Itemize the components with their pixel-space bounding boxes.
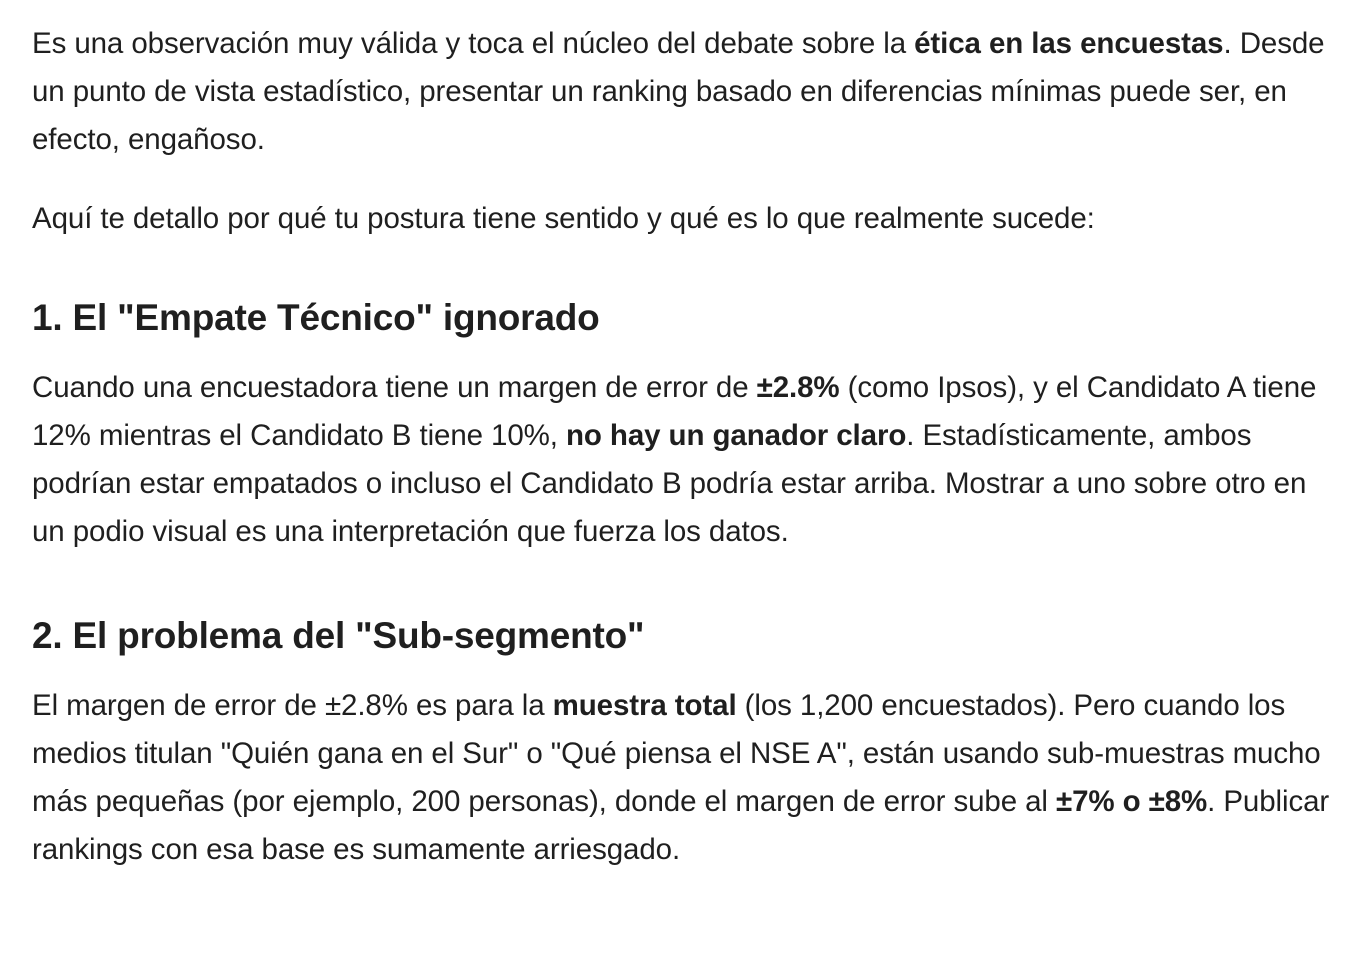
section-1-bold-no-winner: no hay un ganador claro	[565, 419, 907, 452]
section-2-text-1: El margen de error de ±2.8% es para la	[32, 689, 553, 722]
section-2-bold-margin-range: ±7% o ±8%	[1055, 785, 1208, 818]
section-2-paragraph	[32, 682, 1332, 874]
section-2-text-2: (los 1,200 encuestados). Pero cuando los medios titulan "Quién gana en el Sur" o "Qué piensa el NSE A", están usando sub-muestras mucho más pequeñas (por ejemplo, 200 personas), donde el margen de error sube al	[32, 689, 1321, 818]
response-content	[32, 20, 1332, 874]
section-1-paragraph	[32, 364, 1332, 556]
section-2-bold-total-sample: muestra total	[552, 689, 737, 722]
section-2-text-3: . Publicar rankings con esa base es sumamente arriesgado.	[32, 785, 1330, 866]
section-1-heading: 1. El "Empate Técnico" ignorado	[32, 297, 600, 338]
section-2-heading: 2. El problema del "Sub-segmento"	[32, 615, 645, 656]
section-1-text-3: . Estadísticamente, ambos podrían estar empatados o incluso el Candidato B podría estar arriba. Mostrar a uno sobre otro en un podio visual es una interpretación que fuerza los datos.	[32, 419, 1307, 548]
section-1-bold-margin: ±2.8%	[756, 371, 840, 404]
intro-detail-paragraph: Aquí te detallo por qué tu postura tiene sentido y qué es lo que realmente sucede:	[32, 202, 1095, 235]
intro-paragraph	[32, 20, 1332, 164]
intro-text-2: . Desde un punto de vista estadístico, presentar un ranking basado en diferencias mínimas puede ser, en efecto, engañoso.	[32, 27, 1325, 156]
intro-text-1: Es una observación muy válida y toca el núcleo del debate sobre la	[32, 27, 915, 60]
section-1-text-1: Cuando una encuestadora tiene un margen de error de	[32, 371, 757, 404]
intro-bold-ethics: ética en las encuestas	[914, 27, 1224, 60]
section-1-text-2: (como Ipsos), y el Candidato A tiene 12% mientras el Candidato B tiene 10%,	[32, 371, 1317, 452]
